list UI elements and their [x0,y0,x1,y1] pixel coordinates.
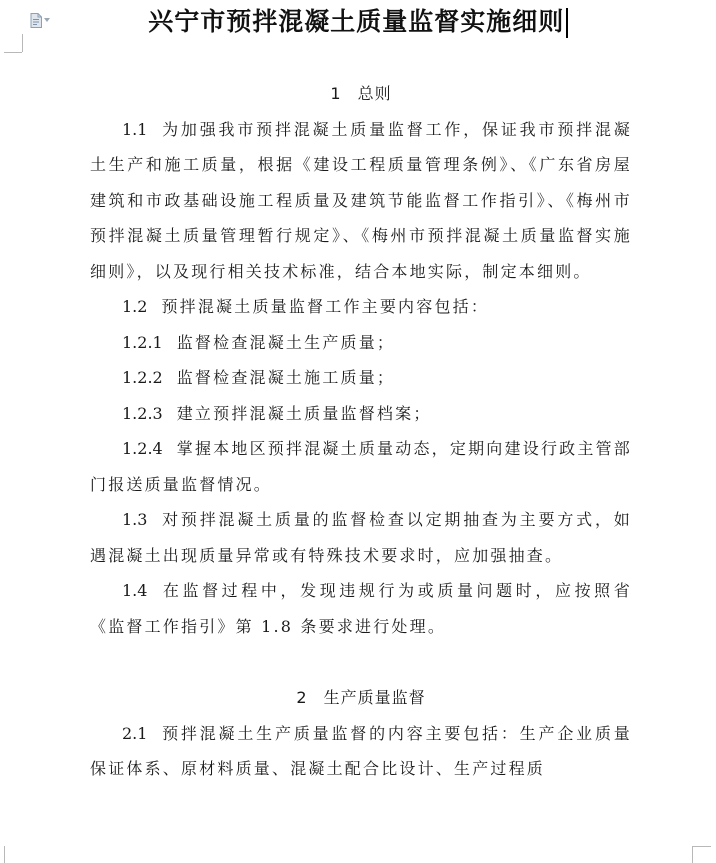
clause-text: 监督检查混凝土施工质量； [176,368,396,387]
crop-mark-top-left-h [4,52,22,53]
paragraph [90,325,632,361]
paragraph [90,112,632,290]
paragraph [90,573,632,644]
text-cursor [566,8,568,38]
clause-number: 1.3 [122,510,148,529]
section-title: 生产质量监督 [323,688,426,707]
clause-number: 1.2 [122,297,148,316]
clause-number: 1.2.1 [122,332,163,352]
clause-text: 预拌混凝土质量监督工作主要内容包括： [161,297,490,316]
clause-number: 1.1 [122,119,148,139]
section-heading [90,680,632,716]
section-number: 2 [296,688,308,707]
crop-mark-bottom-right-h [693,846,711,847]
section-title: 总则 [357,84,392,103]
paragraph [90,289,632,325]
section-spacer [90,644,632,680]
document-title-text: 兴宁市预拌混凝土质量监督实施细则 [148,7,565,36]
crop-mark-bottom-left-v [4,846,5,863]
clause-text: 对预拌混凝土质量的监督检查以定期抽查为主要方式，如遇混凝土出现质量异常或有特殊技术要求时，应加强抽查。 [90,510,632,565]
clause-text: 在监督过程中，发现违规行为或质量问题时，应按照省《监督工作指引》第 1.8 条要求进行处理。 [90,581,632,636]
clause-number: 1.2.4 [122,439,163,458]
clause-text: 预拌混凝土生产质量监督的内容主要包括：生产企业质量保证体系、原材料质量、混凝土配合比设计、生产过程质 [90,723,632,778]
clause-number: 1.2.2 [122,368,163,387]
paragraph [90,502,632,573]
paragraph [90,360,632,396]
document-title[interactable] [0,2,716,42]
clause-text: 监督检查混凝土生产质量； [176,332,396,352]
paragraph [90,431,632,502]
clause-text: 为加强我市预拌混凝土质量监督工作，保证我市预拌混凝土生产和施工质量，根据《建设工程质量管理条例》、《广东省房屋建筑和市政基础设施工程质量及建筑节能监督工作指引》、《梅州市预拌混凝土质量管理暂行规定》、《梅州市预拌混凝土质量监督实施细则》，以及现行相关技术标准，结合本地实际，制定本细则。 [90,119,632,281]
section-heading [90,76,632,112]
clause-number: 1.2.3 [122,403,163,423]
clause-text: 掌握本地区预拌混凝土质量动态，定期向建设行政主管部门报送质量监督情况。 [90,439,632,494]
clause-number: 2.1 [122,723,148,743]
clause-text: 建立预拌混凝土质量监督档案； [176,403,432,423]
clause-number: 1.4 [122,581,148,600]
crop-mark-bottom-right-v [692,846,693,863]
paragraph [90,396,632,432]
paragraph [90,716,632,787]
section-number: 1 [330,84,342,103]
document-body [90,76,632,787]
